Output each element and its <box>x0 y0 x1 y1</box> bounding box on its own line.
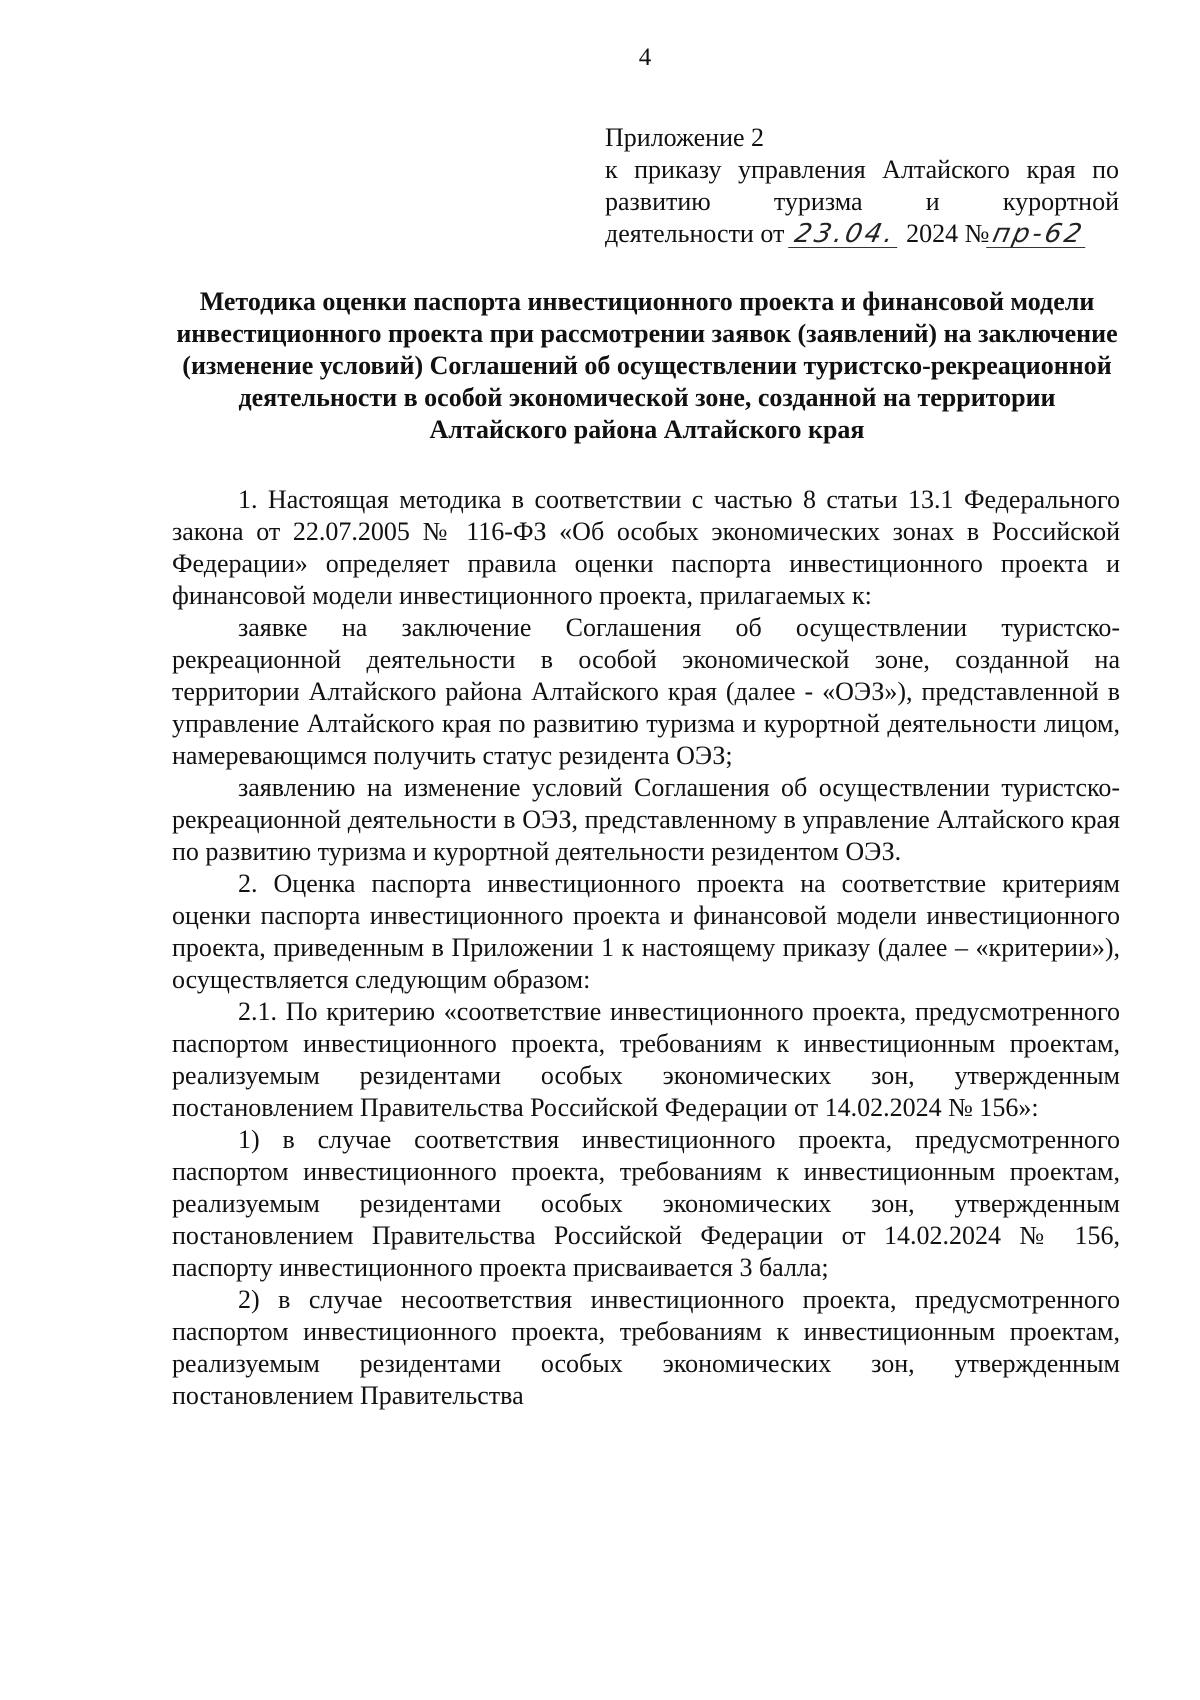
document-body <box>172 484 1120 1412</box>
handwritten-date: 23.04. <box>788 221 902 248</box>
appendix-date-line <box>605 218 1119 250</box>
paragraph-2: заявке на заключение Соглашения об осуществлении туристско-рекреационной деятельности в особой экономической зоне, созданной на территории Алтайского района Алтайского края (далее - «ОЭЗ»), представленной в управление Алтайского края по развитию туризма и курортной деятельности лицом, намеревающимся получить статус резидента ОЭЗ; <box>172 613 1120 770</box>
appendix-order-reference: к приказу управления Алтайского края по развитию туризма и курортной <box>605 155 1119 216</box>
appendix-header <box>605 122 1119 250</box>
paragraph-7: 2) в случае несоответствия инвестиционного проекта, предусмотренного паспортом инвестиционного проекта, требованиям к инвестиционным проектам, реализуемым резидентами особых экономических зон, утвержденным постановлением Правительства <box>172 1285 1120 1410</box>
paragraph-5: 2.1. По критерию «соответствие инвестиционного проекта, предусмотренного паспортом инвестиционного проекта, требованиям к инвестиционным проектам, реализуемым резидентами особых экономических зон, утвержденным постановлением Правительства Российской Федерации от 14.02.2024 № 156»: <box>172 997 1120 1122</box>
paragraph-4: 2. Оценка паспорта инвестиционного проекта на соответствие критериям оценки паспорта инвестиционного проекта и финансовой модели инвестиционного проекта, приведенным в Приложении 1 к настоящему приказу (далее – «критерии»), осуществляется следующим образом: <box>172 869 1120 994</box>
document-title: Методика оценки паспорта инвестиционного проекта и финансовой модели инвестиционного проекта при рассмотрении заявок (заявлений) на заключение (изменение условий) Соглашений об осуществлении туристско-рекреационной деятельности в особой экономической зоне, созданной на территории Алтайского района Алтайского края <box>176 287 1118 444</box>
paragraph-3: заявлению на изменение условий Соглашения об осуществлении туристско-рекреационной деятельности в ОЭЗ, представленному в управление Алтайского края по развитию туризма и курортной деятельности резидентом ОЭЗ. <box>172 773 1120 866</box>
appendix-date-prefix: деятельности от <box>605 219 785 248</box>
appendix-year: 2024 № <box>906 219 990 248</box>
paragraph-6: 1) в случае соответствия инвестиционного проекта, предусмотренного паспортом инвестиционного проекта, требованиям к инвестиционным проектам, реализуемым резидентами особых экономических зон, утвержденным постановлением Правительства Российской Федерации от 14.02.2024 № 156, паспорту инвестиционного проекта присваивается 3 балла; <box>172 1125 1120 1282</box>
paragraph-1: 1. Настоящая методика в соответствии с частью 8 статьи 13.1 Федерального закона от 22.07.2005 № 116-ФЗ «Об особых экономических зонах в Российской Федерации» определяет правила оценки паспорта инвестиционного проекта и финансовой модели инвестиционного проекта, прилагаемых к: <box>172 485 1120 610</box>
page-number: 4 <box>638 44 652 71</box>
handwritten-order-number: пр-62 <box>987 221 1092 248</box>
appendix-title: Приложение 2 <box>605 123 765 152</box>
